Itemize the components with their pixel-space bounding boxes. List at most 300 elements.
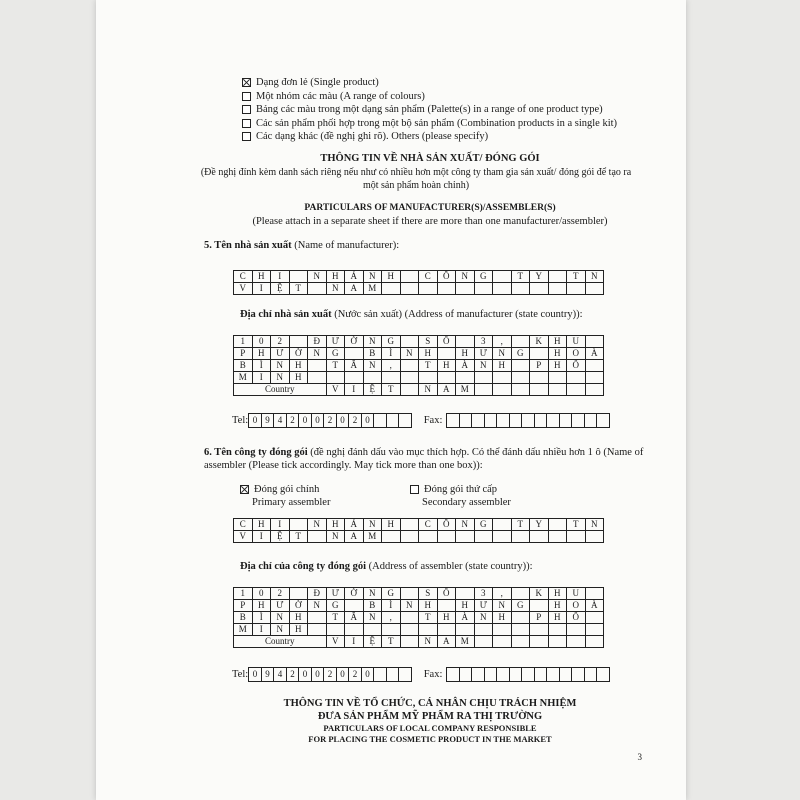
char-cell: N xyxy=(327,283,346,295)
product-type-option[interactable] xyxy=(242,130,617,144)
primary-assembler-en: Primary assembler xyxy=(252,497,331,508)
secondary-assembler-option[interactable]: Đóng gói thứ cấp Secondary assembler xyxy=(410,483,511,509)
char-cell: Y xyxy=(530,271,549,283)
char-cell: Ố xyxy=(567,360,586,372)
char-cell: I xyxy=(253,624,272,636)
char-cell xyxy=(401,588,420,600)
char-cell xyxy=(512,372,531,384)
digit-cell: 2 xyxy=(287,668,300,682)
char-cell: M xyxy=(364,531,383,543)
char-cell: I xyxy=(345,636,364,648)
char-cell xyxy=(567,531,586,543)
char-cell: N xyxy=(475,612,494,624)
char-cell: Ì xyxy=(253,612,272,624)
tel-label: Tel: xyxy=(232,415,249,426)
char-cell xyxy=(549,531,568,543)
char-cell: V xyxy=(234,283,253,295)
char-cell xyxy=(512,588,531,600)
char-cell xyxy=(345,624,364,636)
char-cell xyxy=(586,360,605,372)
char-cell xyxy=(438,372,457,384)
assembler-name-grid[interactable] xyxy=(233,518,604,543)
char-cell xyxy=(530,531,549,543)
primary-assembler-option[interactable]: Đóng gói chính Primary assembler xyxy=(240,483,330,509)
char-cell xyxy=(401,624,420,636)
char-cell: H xyxy=(549,588,568,600)
char-cell: A xyxy=(345,531,364,543)
secondary-assembler-en: Secondary assembler xyxy=(422,497,511,508)
primary-assembler-checkbox[interactable] xyxy=(240,485,249,494)
char-cell xyxy=(530,600,549,612)
char-cell xyxy=(419,283,438,295)
char-cell xyxy=(456,588,475,600)
char-cell: H xyxy=(290,360,309,372)
digit-cell xyxy=(387,414,400,428)
char-cell xyxy=(438,600,457,612)
char-cell: Ì xyxy=(382,600,401,612)
char-cell: H xyxy=(253,271,272,283)
digit-cell xyxy=(572,414,585,428)
char-cell: N xyxy=(308,348,327,360)
char-cell: I xyxy=(253,283,272,295)
char-cell xyxy=(530,348,549,360)
char-cell: Ố xyxy=(567,612,586,624)
char-cell xyxy=(530,384,549,396)
char-cell xyxy=(456,283,475,295)
char-cell xyxy=(475,384,494,396)
digit-cell xyxy=(535,414,548,428)
char-cell xyxy=(512,612,531,624)
char-cell: Ố xyxy=(438,336,457,348)
char-cell xyxy=(586,336,605,348)
char-cell xyxy=(549,624,568,636)
char-cell: Ô xyxy=(438,271,457,283)
char-cell: Ì xyxy=(382,348,401,360)
char-cell: I xyxy=(271,271,290,283)
char-cell: H xyxy=(290,624,309,636)
digit-cell xyxy=(522,668,535,682)
char-cell: V xyxy=(327,636,346,648)
char-cell xyxy=(382,531,401,543)
char-cell xyxy=(586,531,605,543)
char-cell xyxy=(438,348,457,360)
responsible-line2-en: FOR PLACING THE COSMETIC PRODUCT IN THE MARKET xyxy=(308,734,552,744)
secondary-assembler-checkbox[interactable] xyxy=(410,485,419,494)
digit-cell xyxy=(374,414,387,428)
char-cell: 3 xyxy=(475,336,494,348)
product-type-checkbox[interactable] xyxy=(242,78,251,87)
char-cell xyxy=(586,636,605,648)
char-cell: N xyxy=(456,271,475,283)
char-cell: A xyxy=(345,283,364,295)
char-cell xyxy=(493,384,512,396)
digit-cell xyxy=(572,668,585,682)
char-cell xyxy=(456,336,475,348)
char-cell: H xyxy=(549,336,568,348)
char-cell: N xyxy=(364,588,383,600)
digit-cell xyxy=(460,414,473,428)
char-cell: K xyxy=(530,588,549,600)
char-cell: H xyxy=(549,348,568,360)
char-cell: M xyxy=(456,384,475,396)
char-cell xyxy=(401,372,420,384)
char-cell xyxy=(290,588,309,600)
char-cell: M xyxy=(234,624,253,636)
char-cell: , xyxy=(382,612,401,624)
product-type-option[interactable] xyxy=(242,117,617,131)
char-cell xyxy=(530,624,549,636)
char-cell: N xyxy=(364,612,383,624)
char-cell xyxy=(345,348,364,360)
digit-cell xyxy=(447,668,460,682)
char-cell xyxy=(493,271,512,283)
char-cell: I xyxy=(253,372,272,384)
digit-cell: 0 xyxy=(249,668,262,682)
char-cell xyxy=(308,360,327,372)
manufacturer-address-label: Địa chỉ nhà sản xuất (Nước sản xuất) (Address of manufacturer (state country)): xyxy=(240,309,583,320)
char-cell xyxy=(475,283,494,295)
char-cell xyxy=(419,531,438,543)
digit-cell: 0 xyxy=(337,414,350,428)
char-cell: C xyxy=(419,271,438,283)
char-cell: N xyxy=(308,600,327,612)
char-cell xyxy=(345,600,364,612)
char-cell xyxy=(493,636,512,648)
char-cell xyxy=(290,519,309,531)
char-cell xyxy=(549,271,568,283)
char-cell: N xyxy=(271,612,290,624)
manufacturer-tel-row xyxy=(232,413,610,428)
char-cell: H xyxy=(382,519,401,531)
digit-cell xyxy=(522,414,535,428)
char-cell: G xyxy=(327,348,346,360)
assembler-tel-row xyxy=(232,667,610,682)
assembler-tel-field[interactable] xyxy=(248,667,412,682)
char-cell xyxy=(493,372,512,384)
char-cell: H xyxy=(327,519,346,531)
char-cell xyxy=(308,624,327,636)
product-type-option[interactable] xyxy=(242,103,617,117)
char-cell: 2 xyxy=(271,336,290,348)
char-cell xyxy=(493,624,512,636)
char-cell: N xyxy=(456,519,475,531)
char-cell: H xyxy=(438,360,457,372)
char-cell: T xyxy=(382,384,401,396)
manufacturer-name-grid[interactable] xyxy=(233,270,604,295)
manufacturer-note-en: (Please attach in a separate sheet if there are more than one manufacturer/assembler) xyxy=(252,216,608,227)
char-cell: K xyxy=(530,336,549,348)
char-cell: I xyxy=(271,519,290,531)
product-type-checkbox[interactable] xyxy=(242,105,251,114)
char-cell: 3 xyxy=(475,588,494,600)
char-cell: G xyxy=(327,600,346,612)
digit-cell: 2 xyxy=(287,414,300,428)
char-cell: Ệ xyxy=(271,283,290,295)
char-cell: H xyxy=(290,612,309,624)
char-cell xyxy=(549,372,568,384)
char-cell: T xyxy=(290,283,309,295)
char-cell: Ệ xyxy=(271,531,290,543)
char-cell: G xyxy=(512,600,531,612)
char-cell: T xyxy=(382,636,401,648)
char-cell xyxy=(401,531,420,543)
product-type-checkbox[interactable] xyxy=(242,92,251,101)
char-cell: G xyxy=(382,336,401,348)
char-cell: 2 xyxy=(271,588,290,600)
char-cell xyxy=(549,519,568,531)
char-cell: Ố xyxy=(438,588,457,600)
product-type-options xyxy=(242,76,617,144)
digit-cell xyxy=(399,668,412,682)
digit-cell xyxy=(510,414,523,428)
char-cell: Â xyxy=(345,612,364,624)
char-cell: N xyxy=(327,531,346,543)
char-cell: À xyxy=(456,612,475,624)
char-cell: G xyxy=(475,519,494,531)
char-cell xyxy=(401,519,420,531)
manufacturer-fax-field[interactable] xyxy=(446,413,610,428)
char-cell: Ô xyxy=(438,519,457,531)
digit-cell xyxy=(497,668,510,682)
char-cell: Ư xyxy=(327,336,346,348)
char-cell: H xyxy=(549,612,568,624)
char-cell xyxy=(493,283,512,295)
digit-cell xyxy=(485,668,498,682)
char-cell: N xyxy=(493,348,512,360)
digit-cell: 9 xyxy=(262,414,275,428)
digit-cell xyxy=(585,668,598,682)
char-cell: Ệ xyxy=(364,384,383,396)
char-cell: H xyxy=(549,360,568,372)
digit-cell xyxy=(374,668,387,682)
digit-cell xyxy=(447,414,460,428)
char-cell: 0 xyxy=(253,588,272,600)
manufacturer-tel-field[interactable] xyxy=(248,413,412,428)
char-cell: Ờ xyxy=(345,336,364,348)
char-cell xyxy=(401,360,420,372)
char-cell: N xyxy=(364,271,383,283)
responsible-line1-en: PARTICULARS OF LOCAL COMPANY RESPONSIBLE xyxy=(323,723,537,733)
char-cell: H xyxy=(456,348,475,360)
char-cell: Ờ xyxy=(290,600,309,612)
char-cell xyxy=(475,636,494,648)
char-cell xyxy=(512,624,531,636)
assembler-fax-field[interactable] xyxy=(446,667,610,682)
char-cell xyxy=(567,384,586,396)
digit-cell: 0 xyxy=(337,668,350,682)
char-cell xyxy=(475,372,494,384)
char-cell: 0 xyxy=(253,336,272,348)
char-cell: N xyxy=(419,384,438,396)
product-type-label: Các dạng khác (đề nghị ghi rõ). Others (please specify) xyxy=(256,131,489,142)
digit-cell xyxy=(472,414,485,428)
digit-cell: 2 xyxy=(349,668,362,682)
char-cell: Á xyxy=(345,519,364,531)
char-cell: Ư xyxy=(271,600,290,612)
digit-cell xyxy=(585,414,598,428)
product-type-option[interactable] xyxy=(242,90,617,104)
country-label: Country xyxy=(234,384,327,396)
digit-cell: 2 xyxy=(349,414,362,428)
tel-label: Tel: xyxy=(232,669,249,680)
char-cell xyxy=(586,283,605,295)
char-cell: N xyxy=(493,600,512,612)
product-type-label: Dạng đơn lẻ (Single product) xyxy=(256,77,379,88)
digit-cell xyxy=(497,414,510,428)
char-cell xyxy=(475,624,494,636)
char-cell: H xyxy=(419,348,438,360)
char-cell: G xyxy=(475,271,494,283)
char-cell xyxy=(567,372,586,384)
char-cell: Ư xyxy=(475,600,494,612)
digit-cell xyxy=(510,668,523,682)
char-cell xyxy=(401,271,420,283)
digit-cell: 0 xyxy=(362,414,375,428)
manufacturer-heading-vi: THÔNG TIN VỀ NHÀ SẢN XUẤT/ ĐÓNG GÓI xyxy=(320,153,540,164)
char-cell xyxy=(530,283,549,295)
char-cell: H xyxy=(419,600,438,612)
char-cell xyxy=(401,336,420,348)
char-cell: Ư xyxy=(271,348,290,360)
char-cell: H xyxy=(549,600,568,612)
char-cell: T xyxy=(567,271,586,283)
char-cell: G xyxy=(382,588,401,600)
char-cell xyxy=(401,636,420,648)
assembler-address-grid[interactable] xyxy=(233,587,604,648)
responsible-line1-vi: THÔNG TIN VỀ TỔ CHỨC, CÁ NHÂN CHỊU TRÁCH NHIỆM xyxy=(283,698,577,709)
char-cell xyxy=(364,624,383,636)
product-type-option[interactable] xyxy=(242,76,617,90)
char-cell xyxy=(493,531,512,543)
char-cell xyxy=(586,372,605,384)
char-cell: P xyxy=(234,348,253,360)
char-cell xyxy=(401,612,420,624)
char-cell: B xyxy=(234,612,253,624)
digit-cell xyxy=(399,414,412,428)
char-cell xyxy=(549,384,568,396)
char-cell: C xyxy=(234,271,253,283)
char-cell xyxy=(308,612,327,624)
char-cell: S xyxy=(419,336,438,348)
char-cell xyxy=(456,531,475,543)
char-cell xyxy=(290,271,309,283)
char-cell xyxy=(475,531,494,543)
char-cell: H xyxy=(456,600,475,612)
page-number: 3 xyxy=(637,752,642,762)
char-cell: B xyxy=(364,600,383,612)
char-cell: H xyxy=(290,372,309,384)
char-cell xyxy=(586,384,605,396)
char-cell: S xyxy=(419,588,438,600)
char-cell: Ệ xyxy=(364,636,383,648)
char-cell xyxy=(438,531,457,543)
manufacturer-note-vi: (Đề nghị đính kèm danh sách riêng nếu như có nhiều hơn một công ty tham gia sản xuất/ đóng gói để tạo ra một sản phẩm hoàn chỉnh) xyxy=(200,167,632,191)
product-type-checkbox[interactable] xyxy=(242,119,251,128)
product-type-label: Một nhóm các màu (A range of colours) xyxy=(256,90,425,102)
char-cell: Ư xyxy=(327,588,346,600)
char-cell xyxy=(419,624,438,636)
char-cell: M xyxy=(234,372,253,384)
char-cell xyxy=(438,283,457,295)
char-cell: H xyxy=(382,271,401,283)
char-cell: Á xyxy=(345,271,364,283)
char-cell: I xyxy=(253,531,272,543)
char-cell xyxy=(549,636,568,648)
char-cell xyxy=(549,283,568,295)
char-cell xyxy=(345,372,364,384)
char-cell: N xyxy=(586,519,605,531)
digit-cell xyxy=(560,414,573,428)
char-cell: H xyxy=(438,612,457,624)
char-cell xyxy=(308,531,327,543)
digit-cell: 0 xyxy=(312,668,325,682)
char-cell: N xyxy=(364,360,383,372)
char-cell xyxy=(382,624,401,636)
digit-cell: 2 xyxy=(324,668,337,682)
manufacturer-heading-en: PARTICULARS OF MANUFACTURER(S)/ASSEMBLER(S) xyxy=(304,203,556,213)
product-type-label: Các sản phẩm phối hợp trong một bộ sản phẩm (Combination products in a single kit) xyxy=(256,117,618,129)
char-cell: À xyxy=(586,348,605,360)
char-cell xyxy=(308,283,327,295)
char-cell: T xyxy=(419,612,438,624)
char-cell: A xyxy=(438,384,457,396)
char-cell: M xyxy=(456,636,475,648)
char-cell: T xyxy=(419,360,438,372)
digit-cell xyxy=(472,668,485,682)
digit-cell: 0 xyxy=(362,668,375,682)
char-cell: Ư xyxy=(475,348,494,360)
char-cell: H xyxy=(327,271,346,283)
char-cell: U xyxy=(567,336,586,348)
digit-cell: 0 xyxy=(299,668,312,682)
manufacturer-name-label: 5. Tên nhà sản xuất (Name of manufacturer): xyxy=(204,240,400,251)
char-cell: N xyxy=(271,372,290,384)
char-cell xyxy=(493,519,512,531)
char-cell xyxy=(512,384,531,396)
char-cell xyxy=(382,372,401,384)
char-cell: Ì xyxy=(253,360,272,372)
char-cell: H xyxy=(253,519,272,531)
responsible-heading xyxy=(180,697,680,745)
digit-cell xyxy=(535,668,548,682)
char-cell xyxy=(456,372,475,384)
char-cell xyxy=(586,624,605,636)
char-cell: Y xyxy=(530,519,549,531)
char-cell: 1 xyxy=(234,588,253,600)
digit-cell xyxy=(597,668,610,682)
char-cell: À xyxy=(456,360,475,372)
product-type-checkbox[interactable] xyxy=(242,132,251,141)
char-cell: T xyxy=(290,531,309,543)
char-cell xyxy=(512,283,531,295)
char-cell xyxy=(567,636,586,648)
char-cell: N xyxy=(475,360,494,372)
char-cell xyxy=(438,624,457,636)
char-cell xyxy=(327,624,346,636)
char-cell xyxy=(364,372,383,384)
char-cell: M xyxy=(364,283,383,295)
char-cell: N xyxy=(586,271,605,283)
digit-cell: 4 xyxy=(274,414,287,428)
char-cell xyxy=(512,360,531,372)
assembler-address-label: Địa chỉ của công ty đóng gói (Address of assembler (state country)): xyxy=(240,561,533,572)
digit-cell xyxy=(460,668,473,682)
char-cell: , xyxy=(493,588,512,600)
manufacturer-address-grid[interactable] xyxy=(233,335,604,396)
char-cell: , xyxy=(382,360,401,372)
char-cell: N xyxy=(419,636,438,648)
char-cell xyxy=(290,336,309,348)
